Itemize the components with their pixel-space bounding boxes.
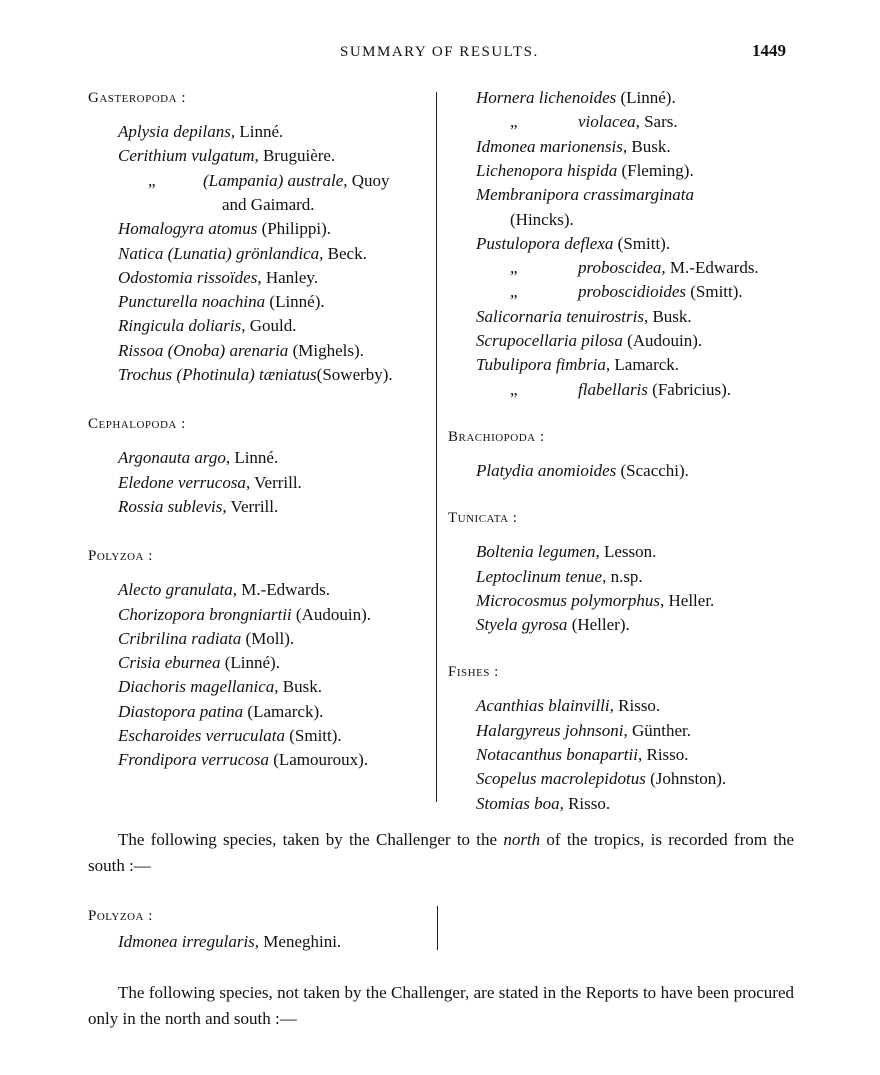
species-authority: (Smitt). [685,282,743,302]
species-entry [476,719,691,743]
species-entry [476,135,671,159]
section-heading: Polyzoa : [88,908,153,924]
species-authority: (Smitt). [613,233,671,253]
species-entry [510,208,574,232]
species-name: (Lampania) australe [203,170,344,190]
species-authority: , Busk. [622,136,671,156]
species-entry [118,290,325,314]
species-entry [118,446,278,470]
species-authority: (Scacchi). [616,460,689,480]
species-entry [476,329,702,353]
species-name: Halargyreus johnsoni [476,720,624,740]
species-authority: (Linné). [220,653,280,673]
species-entry [118,627,294,651]
species-name: proboscidioides [578,282,686,302]
species-name: Chorizopora brongniartii [118,604,292,624]
species-authority: and Gaimard. [222,194,315,214]
species-entry [476,159,694,183]
species-name: Rissoa (Onoba) arenaria [118,340,289,360]
species-entry [476,613,630,637]
species-name: Tubulipora fimbria [476,355,606,375]
species-authority: (Audouin). [291,604,371,624]
species-authority: , Sars. [635,112,678,132]
species-name: Homalogyra atomus [118,219,258,239]
species-authority: (Philippi). [257,219,331,239]
species-entry [118,930,341,954]
species-entry [118,120,283,144]
species-entry [118,578,330,602]
species-authority: (Heller). [567,615,630,635]
paragraph-north-south-species [88,980,794,1032]
paragraph-north-species [88,827,794,879]
species-name: Rossia sublevis [118,496,223,516]
species-authority: (Fabricius). [647,379,731,399]
species-name: Pustulopora deflexa [476,233,614,253]
right-species-column [448,86,848,813]
left-species-column [88,86,433,806]
section-heading: Brachiopoda : [448,428,545,445]
species-name: Escharoides verruculata [118,726,285,745]
species-authority: , n.sp. [602,566,643,586]
species-authority: , Risso. [637,745,689,764]
species-name: Idmonea irregularis [118,932,255,951]
species-authority: (Johnston). [645,769,727,789]
species-entry [476,589,714,613]
species-authority: , Verrill. [245,472,302,492]
species-entry [476,694,660,718]
species-entry [118,495,278,519]
species-entry [476,743,689,767]
species-name: Leptoclinum tenue [476,566,603,586]
lower-polyzoa-section [88,904,433,956]
species-entry [118,603,371,627]
species-name: Cribrilina radiata [118,628,242,648]
species-entry [118,651,280,675]
species-authority: , Hanley. [257,267,319,287]
paragraph1-text-a: The following species, taken by the Challenger to the [118,830,504,849]
species-entry [510,110,678,134]
species-authority: (Hincks). [510,209,574,229]
species-name: Hornera lichenoides [476,88,617,107]
species-entry [148,169,390,193]
species-entry [476,792,610,816]
species-name: Ringicula doliaris [118,316,242,336]
species-authority: (Moll). [241,628,295,648]
species-name: Eledone verrucosa [118,472,246,492]
species-name: Membranipora crassimarginata [476,185,695,205]
species-authority: (Sowerby). [316,365,393,384]
species-authority: , Lamarck. [605,355,680,375]
species-entry [510,280,743,304]
species-authority: , Verrill. [222,496,279,516]
species-authority: , Linné. [225,448,279,468]
ditto-mark: „ [148,170,156,190]
species-entry [222,193,315,217]
species-entry [476,767,726,791]
paragraph1-italic-word: north [503,830,541,849]
species-entry [118,266,318,290]
ditto-mark: „ [510,258,518,278]
species-authority: , Lesson. [595,542,657,562]
section-heading: Polyzoa : [88,548,153,565]
species-name: Acanthias blainvilli [476,696,610,716]
species-entry [476,565,643,589]
species-name: Microcosmus polymorphus [476,590,660,610]
section-heading: Tunicata : [448,510,518,527]
species-entry [118,144,335,168]
species-authority: , Busk. [643,306,692,326]
species-authority: , Quoy [343,170,390,190]
species-name: Stomias boa [476,793,560,813]
species-name: Notacanthus bonapartii [476,745,638,764]
section-heading: Gasteropoda : [88,90,186,106]
species-name: flabellaris [578,379,648,399]
ditto-mark: „ [510,282,518,302]
species-entry [118,314,297,338]
species-name: Lichenopora hispida [476,160,618,180]
species-name: Trochus (Photinula) tæniatus [118,365,317,384]
species-authority: , Linné. [230,122,284,141]
species-name: Scopelus macrolepidotus [476,769,646,789]
species-authority: , M.-Edwards. [661,258,759,278]
species-entry [118,242,367,266]
ditto-mark: „ [510,379,518,399]
species-name: Diachoris magellanica [118,677,275,697]
column-divider-lower [437,906,438,950]
species-name: Odostomia rissoïdes [118,267,258,287]
species-name: Frondipora verrucosa [118,750,269,770]
species-authority: , Bruguière. [254,146,336,166]
species-entry [118,748,368,772]
species-entry [476,86,676,110]
species-authority: , Meneghini. [254,932,342,951]
species-name: Alecto granulata [118,580,233,600]
species-authority: , Gould. [241,316,297,336]
species-name: Idmonea marionensis [476,136,623,156]
species-entry [118,471,302,495]
paragraph2-text: The following species, not taken by the Challenger, are stated in the Reports to have been procured only in the north and south :— [88,983,794,1028]
species-name: Aplysia depilans [118,122,231,141]
species-authority: (Linné). [265,292,325,312]
species-name: Natica (Lunatia) grönlandica [118,243,320,263]
species-authority: , Busk. [274,677,323,697]
species-name: Boltenia legumen [476,542,596,562]
species-entry [476,305,692,329]
species-authority: , Günther. [623,720,692,740]
species-entry [118,363,393,387]
species-authority: (Lamarck). [243,701,324,721]
species-name: Cerithium vulgatum [118,146,255,166]
species-authority: , Beck. [319,243,367,263]
paragraph1-text-b: of the tropics, is recorded from the south :— [88,830,794,875]
column-divider-upper [436,92,437,802]
species-authority: (Audouin). [622,331,703,350]
species-entry [476,353,679,377]
section-heading: Fishes : [448,664,499,681]
species-entry [118,675,322,699]
species-name: Diastopora patina [118,701,244,721]
species-name: Argonauta argo [118,448,226,468]
species-name: proboscidea [578,258,662,278]
running-header-title: SUMMARY OF RESULTS. [340,44,539,60]
species-authority: , Risso. [559,793,611,813]
species-entry [510,378,731,402]
species-entry [510,256,759,280]
page-number: 1449 [752,41,786,60]
species-entry [476,540,656,564]
species-entry [476,459,689,483]
species-name: Scrupocellaria pilosa [476,331,623,350]
species-authority: (Fleming). [617,160,694,180]
species-authority: (Linné). [616,88,676,107]
species-name: Platydia anomioides [476,460,617,480]
species-name: violacea [578,112,636,132]
species-authority: (Mighels). [288,340,364,360]
species-authority: (Lamouroux). [268,750,369,770]
species-entry [118,217,331,241]
species-authority: , M.-Edwards. [232,580,330,600]
ditto-mark: „ [510,112,518,132]
species-authority: (Smitt). [284,726,342,745]
species-entry [118,339,364,363]
species-authority: , Risso. [609,696,661,716]
species-name: Styela gyrosa [476,615,568,635]
section-heading: Cephalopoda : [88,416,186,433]
species-entry [476,183,694,207]
species-entry [118,700,323,724]
species-entry [476,232,670,256]
species-entry [118,724,342,748]
species-name: Crisia eburnea [118,653,221,673]
species-name: Salicornaria tenuirostris [476,306,644,326]
species-name: Puncturella noachina [118,292,266,312]
species-authority: , Heller. [660,590,715,610]
